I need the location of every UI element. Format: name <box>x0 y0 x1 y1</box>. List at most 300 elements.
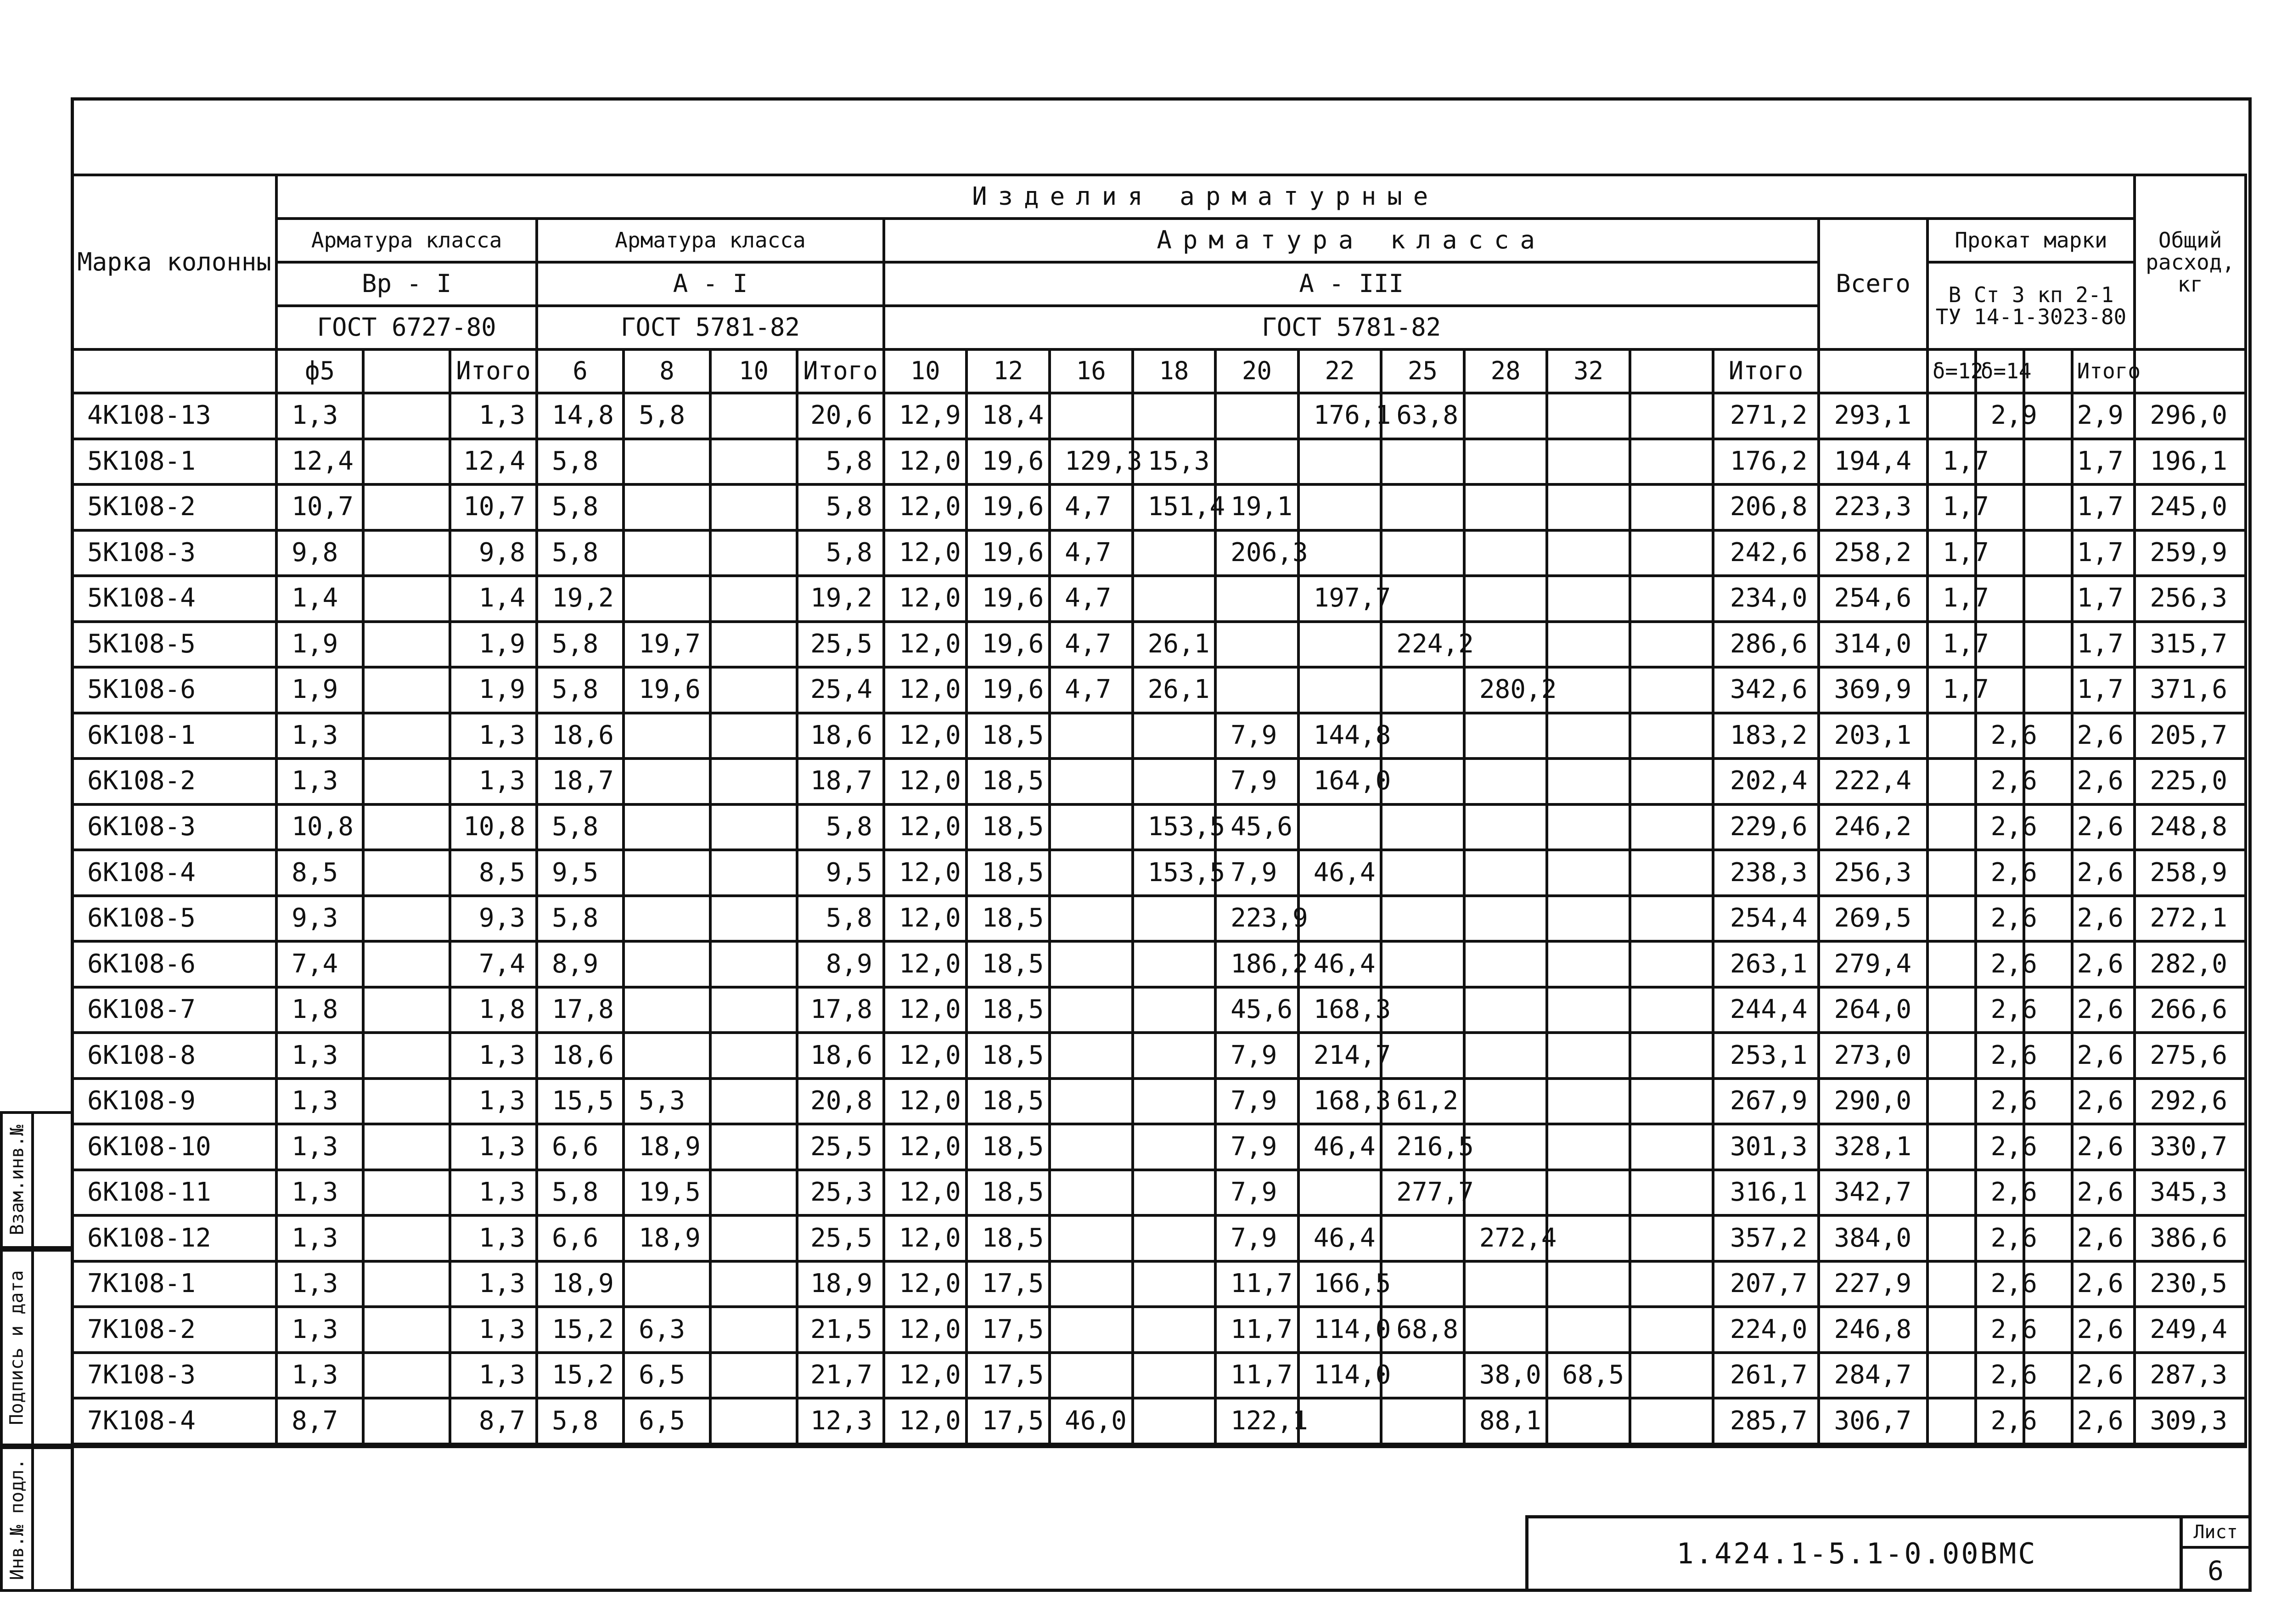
table-cell <box>624 530 710 576</box>
table-row <box>72 1079 2246 1124</box>
table-cell <box>1464 1170 1547 1216</box>
table-cell: 12,0 <box>884 1079 967 1124</box>
table-row <box>72 1353 2246 1399</box>
table-cell <box>1381 1215 1464 1261</box>
table-body <box>72 393 2246 1444</box>
table-cell <box>1547 804 1630 850</box>
table-cell: 17,5 <box>966 1261 1050 1307</box>
table-cell: 248,8 <box>2135 804 2246 850</box>
table-cell: 280,2 <box>1464 667 1547 713</box>
table-cell: 293,1 <box>1819 393 1927 439</box>
table-cell <box>1298 439 1382 485</box>
column-mark-cell: 5К108-5 <box>72 622 276 668</box>
group-a1-class: А - I <box>537 262 884 306</box>
table-cell: 314,0 <box>1819 622 1927 668</box>
table-cell: 206,8 <box>1713 484 1819 530</box>
table-cell: 144,8 <box>1298 713 1382 759</box>
table-cell <box>1927 1307 1976 1353</box>
table-cell <box>1298 1170 1382 1216</box>
table-cell: 18,5 <box>966 1170 1050 1216</box>
table-cell: 277,7 <box>1381 1170 1464 1216</box>
table-cell <box>1133 1398 1216 1444</box>
document-code: 1.424.1-5.1-0.00ВМС <box>1676 1537 2037 1570</box>
table-cell: 12,4 <box>450 439 537 485</box>
sub-a3-6: 25 <box>1381 349 1464 393</box>
table-cell: 306,7 <box>1819 1398 1927 1444</box>
table-cell: 5,3 <box>624 1079 710 1124</box>
column-mark-cell: 5К108-2 <box>72 484 276 530</box>
column-mark-cell: 7К108-1 <box>72 1261 276 1307</box>
table-cell: 12,0 <box>884 941 967 987</box>
table-cell: 5,8 <box>537 804 624 850</box>
table-cell <box>1547 850 1630 896</box>
table-cell: 7,9 <box>1215 759 1298 804</box>
table-cell: 229,6 <box>1713 804 1819 850</box>
side-label-orig-inv: Инв.№ подл. <box>6 1458 28 1580</box>
table-cell <box>363 393 450 439</box>
table-cell <box>710 439 797 485</box>
table-cell: 12,0 <box>884 713 967 759</box>
table-cell: 254,4 <box>1713 896 1819 942</box>
table-cell <box>1464 987 1547 1033</box>
table-cell: 19,2 <box>537 576 624 622</box>
table-cell: 17,8 <box>537 987 624 1033</box>
table-cell: 384,0 <box>1819 1215 1927 1261</box>
table-cell <box>1133 759 1216 804</box>
table-cell: 261,7 <box>1713 1353 1819 1399</box>
table-cell <box>1215 393 1298 439</box>
table-cell: 1,7 <box>2072 667 2135 713</box>
table-cell: 18,5 <box>966 1124 1050 1170</box>
table-cell: 2,6 <box>2072 1261 2135 1307</box>
table-cell: 18,5 <box>966 1079 1050 1124</box>
group-a3-class: А - III <box>884 262 1819 306</box>
table-cell: 272,4 <box>1464 1215 1547 1261</box>
table-cell <box>624 759 710 804</box>
table-cell: 1,8 <box>276 987 363 1033</box>
table-cell: 246,2 <box>1819 804 1927 850</box>
col-mark-header <box>72 175 276 349</box>
column-mark-cell: 5К108-6 <box>72 667 276 713</box>
table-cell <box>1464 1261 1547 1307</box>
table-cell: 68,5 <box>1547 1353 1630 1399</box>
table-row <box>72 896 2246 942</box>
table-cell <box>1547 1124 1630 1170</box>
table-cell <box>1381 484 1464 530</box>
table-cell: 1,7 <box>1927 667 1976 713</box>
table-cell <box>1464 759 1547 804</box>
table-cell <box>363 896 450 942</box>
table-row <box>72 484 2246 530</box>
table-cell: 2,6 <box>1976 941 2024 987</box>
table-cell <box>710 1307 797 1353</box>
table-row <box>72 713 2246 759</box>
table-cell <box>624 987 710 1033</box>
table-cell: 4,7 <box>1050 622 1133 668</box>
sheet-box <box>2180 1518 2248 1589</box>
table-cell: 6,5 <box>624 1398 710 1444</box>
column-mark-cell: 6К108-2 <box>72 759 276 804</box>
table-cell: 18,5 <box>966 1033 1050 1079</box>
table-cell: 1,3 <box>276 759 363 804</box>
table-cell: 19,1 <box>1215 484 1298 530</box>
sub-bp-0: ф5 <box>276 349 363 393</box>
table-cell: 2,6 <box>1976 1033 2024 1079</box>
table-cell <box>624 896 710 942</box>
table-cell: 5,8 <box>797 439 884 485</box>
table-cell <box>710 850 797 896</box>
group-a3-title: Арматура класса <box>884 219 1819 262</box>
table-cell: 316,1 <box>1713 1170 1819 1216</box>
table-cell: 2,6 <box>2072 896 2135 942</box>
table-cell <box>1547 622 1630 668</box>
title-block-stamp <box>1525 1515 2252 1592</box>
sub-a3-4: 20 <box>1215 349 1298 393</box>
table-row <box>72 850 2246 896</box>
table-cell: 2,9 <box>1976 393 2024 439</box>
sub-a3-7: 28 <box>1464 349 1547 393</box>
table-cell: 2,6 <box>1976 1124 2024 1170</box>
table-cell: 1,3 <box>276 1170 363 1216</box>
table-cell: 282,0 <box>2135 941 2246 987</box>
table-cell: 2,6 <box>2072 1033 2135 1079</box>
table-cell <box>1133 896 1216 942</box>
table-row <box>72 804 2246 850</box>
table-cell <box>363 1398 450 1444</box>
table-cell <box>1215 576 1298 622</box>
table-cell <box>1630 530 1713 576</box>
column-mark-cell: 6К108-11 <box>72 1170 276 1216</box>
table-cell: 1,3 <box>450 1079 537 1124</box>
sub-a3-8: 32 <box>1547 349 1630 393</box>
table-cell: 10,8 <box>450 804 537 850</box>
table-cell <box>1464 1033 1547 1079</box>
table-cell <box>1927 393 1976 439</box>
group-prokat-grade <box>1927 262 2135 349</box>
table-cell: 207,7 <box>1713 1261 1819 1307</box>
table-cell: 12,0 <box>884 1124 967 1170</box>
sub-a3-5: 22 <box>1298 349 1382 393</box>
table-cell <box>1547 1215 1630 1261</box>
table-cell <box>1464 896 1547 942</box>
table-cell: 12,0 <box>884 1215 967 1261</box>
table-cell <box>363 1033 450 1079</box>
table-cell <box>710 804 797 850</box>
table-cell: 11,7 <box>1215 1307 1298 1353</box>
table-cell: 45,6 <box>1215 987 1298 1033</box>
table-cell: 7,9 <box>1215 713 1298 759</box>
table-cell <box>1927 941 1976 987</box>
table-cell: 197,7 <box>1298 576 1382 622</box>
table-cell <box>710 1353 797 1399</box>
table-cell <box>624 439 710 485</box>
side-label-replace-inv: Взам.инв.№ <box>6 1124 28 1236</box>
table-cell: 8,5 <box>276 850 363 896</box>
col-total-all-header: Всего <box>1819 219 1927 349</box>
table-cell <box>1464 804 1547 850</box>
table-cell: 19,6 <box>966 439 1050 485</box>
table-cell <box>1215 622 1298 668</box>
column-mark-cell: 6К108-7 <box>72 987 276 1033</box>
table-cell: 17,5 <box>966 1398 1050 1444</box>
table-cell: 309,3 <box>2135 1398 2246 1444</box>
table-cell <box>710 393 797 439</box>
table-cell: 21,7 <box>797 1353 884 1399</box>
table-cell: 227,9 <box>1819 1261 1927 1307</box>
table-cell <box>1630 1079 1713 1124</box>
table-row <box>72 393 2246 439</box>
table-cell: 8,7 <box>276 1398 363 1444</box>
table-cell <box>1464 439 1547 485</box>
table-cell: 2,6 <box>2072 987 2135 1033</box>
table-cell: 20,8 <box>797 1079 884 1124</box>
table-cell: 12,0 <box>884 439 967 485</box>
table-cell <box>1547 576 1630 622</box>
table-cell: 290,0 <box>1819 1079 1927 1124</box>
table-cell: 18,5 <box>966 713 1050 759</box>
table-cell: 1,9 <box>450 667 537 713</box>
table-cell <box>1381 804 1464 850</box>
table-cell <box>1927 713 1976 759</box>
table-cell: 18,9 <box>624 1215 710 1261</box>
table-cell: 12,0 <box>884 1398 967 1444</box>
table-cell: 279,4 <box>1819 941 1927 987</box>
table-cell: 2,6 <box>1976 1398 2024 1444</box>
table-cell: 19,6 <box>966 576 1050 622</box>
table-cell: 17,8 <box>797 987 884 1033</box>
table-cell <box>1927 759 1976 804</box>
table-cell: 272,1 <box>2135 896 2246 942</box>
table-cell <box>1133 1261 1216 1307</box>
table-cell: 151,4 <box>1133 484 1216 530</box>
table-cell: 9,8 <box>450 530 537 576</box>
table-cell <box>1050 1170 1133 1216</box>
table-cell: 46,4 <box>1298 1215 1382 1261</box>
table-cell: 129,3 <box>1050 439 1133 485</box>
column-mark-cell: 6К108-8 <box>72 1033 276 1079</box>
table-cell: 10,8 <box>276 804 363 850</box>
table-cell: 19,6 <box>624 667 710 713</box>
table-cell <box>1381 759 1464 804</box>
table-cell <box>1215 667 1298 713</box>
table-cell <box>1133 1170 1216 1216</box>
table-cell: 330,7 <box>2135 1124 2246 1170</box>
table-cell <box>1050 1079 1133 1124</box>
table-cell <box>1927 1033 1976 1079</box>
table-cell: 12,0 <box>884 987 967 1033</box>
table-cell: 328,1 <box>1819 1124 1927 1170</box>
table-cell <box>1133 1079 1216 1124</box>
sub-overall-blank <box>2135 349 2246 393</box>
table-row <box>72 1124 2246 1170</box>
table-cell: 1,7 <box>2072 622 2135 668</box>
table-cell: 256,3 <box>1819 850 1927 896</box>
table-cell: 1,7 <box>2072 439 2135 485</box>
table-cell: 254,6 <box>1819 576 1927 622</box>
table-cell: 12,0 <box>884 530 967 576</box>
table-cell: 168,3 <box>1298 987 1382 1033</box>
table-cell <box>1298 667 1382 713</box>
table-cell <box>624 1261 710 1307</box>
table-cell: 256,3 <box>2135 576 2246 622</box>
table-cell <box>1630 1033 1713 1079</box>
table-cell <box>624 484 710 530</box>
sub-a3-2: 16 <box>1050 349 1133 393</box>
table-row <box>72 759 2246 804</box>
table-cell: 2,6 <box>1976 1353 2024 1399</box>
table-cell: 18,5 <box>966 850 1050 896</box>
table-cell: 2,6 <box>2072 1353 2135 1399</box>
table-cell <box>1630 667 1713 713</box>
table-cell <box>1464 850 1547 896</box>
table-cell: 18,6 <box>797 1033 884 1079</box>
table-cell: 1,3 <box>450 1353 537 1399</box>
table-row <box>72 1215 2246 1261</box>
table-cell <box>1630 576 1713 622</box>
table-cell <box>624 576 710 622</box>
table-cell: 7,4 <box>276 941 363 987</box>
sub-pr-1: δ=14 <box>1976 349 2024 393</box>
table-cell <box>1547 759 1630 804</box>
table-cell <box>1630 896 1713 942</box>
column-mark-cell: 6К108-10 <box>72 1124 276 1170</box>
table-cell <box>1298 804 1382 850</box>
table-cell: 88,1 <box>1464 1398 1547 1444</box>
table-row <box>72 1307 2246 1353</box>
table-cell: 2,6 <box>1976 1307 2024 1353</box>
table-cell: 264,0 <box>1819 987 1927 1033</box>
table-cell: 4,7 <box>1050 484 1133 530</box>
table-cell: 12,4 <box>276 439 363 485</box>
table-cell <box>2024 530 2072 576</box>
table-cell: 2,6 <box>1976 759 2024 804</box>
table-cell: 1,3 <box>450 1215 537 1261</box>
table-cell: 19,5 <box>624 1170 710 1216</box>
table-cell: 7,9 <box>1215 1124 1298 1170</box>
col-mark-blank <box>72 349 276 393</box>
table-cell <box>1298 622 1382 668</box>
table-cell: 9,8 <box>276 530 363 576</box>
table-cell: 206,3 <box>1215 530 1298 576</box>
table-cell: 25,3 <box>797 1170 884 1216</box>
table-cell: 12,0 <box>884 804 967 850</box>
table-cell: 46,4 <box>1298 1124 1382 1170</box>
sub-a3-1: 12 <box>966 349 1050 393</box>
table-row <box>72 941 2246 987</box>
sub-pr-3: Итого <box>2072 349 2135 393</box>
table-cell <box>1630 1398 1713 1444</box>
table-cell <box>710 576 797 622</box>
table-cell: 216,5 <box>1381 1124 1464 1170</box>
table-cell <box>1630 622 1713 668</box>
column-mark-cell: 5К108-3 <box>72 530 276 576</box>
table-cell: 15,2 <box>537 1353 624 1399</box>
group-bp-title: Арматура класса <box>276 219 537 262</box>
table-cell: 5,8 <box>537 484 624 530</box>
table-cell: 18,6 <box>537 1033 624 1079</box>
table-cell: 63,8 <box>1381 393 1464 439</box>
table-cell: 2,6 <box>1976 804 2024 850</box>
table-cell: 1,9 <box>276 622 363 668</box>
table-cell: 45,6 <box>1215 804 1298 850</box>
table-cell: 176,2 <box>1713 439 1819 485</box>
table-cell: 1,7 <box>1927 484 1976 530</box>
table-cell: 183,2 <box>1713 713 1819 759</box>
table-cell: 2,6 <box>2072 1079 2135 1124</box>
table-cell <box>1547 941 1630 987</box>
table-cell <box>1381 439 1464 485</box>
table-cell: 7,4 <box>450 941 537 987</box>
table-cell: 2,6 <box>2072 850 2135 896</box>
table-cell <box>1464 713 1547 759</box>
table-cell: 369,9 <box>1819 667 1927 713</box>
table-cell <box>363 1307 450 1353</box>
table-cell: 7,9 <box>1215 1033 1298 1079</box>
table-cell <box>1050 1124 1133 1170</box>
table-cell: 357,2 <box>1713 1215 1819 1261</box>
table-cell: 1,3 <box>450 1307 537 1353</box>
table-bottom-rule <box>71 1445 2247 1448</box>
table-cell: 7,9 <box>1215 1170 1298 1216</box>
table-cell: 7,9 <box>1215 850 1298 896</box>
table-cell: 18,5 <box>966 987 1050 1033</box>
sub-a1-3: Итого <box>797 349 884 393</box>
table-cell: 12,0 <box>884 1353 967 1399</box>
table-cell: 2,6 <box>2072 1170 2135 1216</box>
table-cell <box>1547 393 1630 439</box>
table-cell <box>1133 530 1216 576</box>
table-cell <box>1547 1261 1630 1307</box>
table-cell: 12,0 <box>884 1170 967 1216</box>
side-stamp-orig-inv <box>0 1446 71 1592</box>
table-cell <box>1630 850 1713 896</box>
table-row <box>72 1033 2246 1079</box>
table-cell: 2,6 <box>2072 713 2135 759</box>
table-cell: 6,3 <box>624 1307 710 1353</box>
table-cell: 224,2 <box>1381 622 1464 668</box>
table-cell: 258,2 <box>1819 530 1927 576</box>
table-cell <box>1464 941 1547 987</box>
table-cell <box>710 1079 797 1124</box>
table-cell <box>1547 439 1630 485</box>
table-cell <box>1547 530 1630 576</box>
table-cell <box>363 804 450 850</box>
table-cell: 9,5 <box>797 850 884 896</box>
col-overall-header <box>2135 175 2246 349</box>
table-cell <box>1133 393 1216 439</box>
table-cell: 275,6 <box>2135 1033 2246 1079</box>
side-stamp-replace-inv <box>0 1111 71 1249</box>
table-cell <box>1927 1398 1976 1444</box>
table-cell <box>1133 713 1216 759</box>
table-cell: 266,6 <box>2135 987 2246 1033</box>
table-cell: 224,0 <box>1713 1307 1819 1353</box>
table-cell <box>1464 393 1547 439</box>
table-cell <box>710 1261 797 1307</box>
table-cell: 114,0 <box>1298 1307 1382 1353</box>
table-cell <box>1464 576 1547 622</box>
table-cell: 2,6 <box>2072 759 2135 804</box>
table-cell: 203,1 <box>1819 713 1927 759</box>
table-cell: 1,3 <box>276 1215 363 1261</box>
table-cell <box>1133 941 1216 987</box>
sub-bp-2: Итого <box>450 349 537 393</box>
table-cell: 1,9 <box>450 622 537 668</box>
table-cell: 1,7 <box>1927 622 1976 668</box>
table-cell: 5,8 <box>537 896 624 942</box>
table-cell: 292,6 <box>2135 1079 2246 1124</box>
table-cell <box>1464 622 1547 668</box>
